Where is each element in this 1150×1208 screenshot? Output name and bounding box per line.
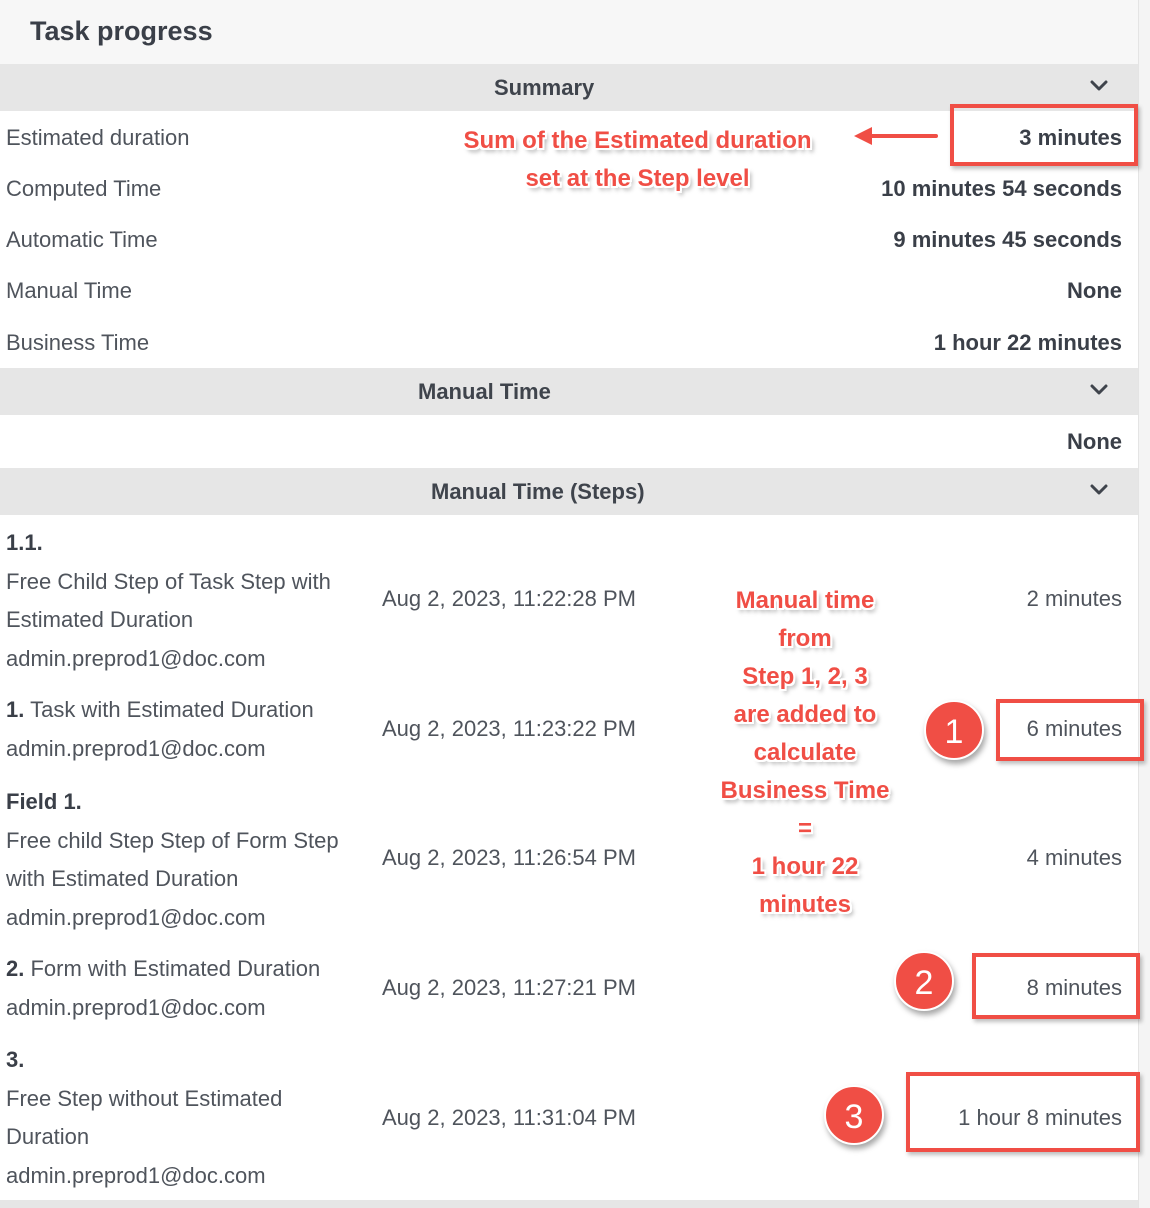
summary-header-label: Summary <box>494 75 595 100</box>
row-value: 10 minutes 54 seconds <box>881 176 1122 201</box>
manual-steps-header-label: Manual Time (Steps) <box>431 479 645 504</box>
annotation-line: calculate <box>753 739 857 766</box>
annotation-line: 1 hour 22 <box>751 853 859 880</box>
annotation-line: = <box>797 815 812 842</box>
step-date: Aug 2, 2023, 11:31:04 PM <box>382 1105 636 1130</box>
annotation-badge-2: 2 <box>894 951 954 1011</box>
chevron-down-icon[interactable] <box>1090 384 1108 396</box>
step-text <box>6 783 381 937</box>
manual-time-header-label: Manual Time <box>418 379 551 404</box>
annotation-line: are added to <box>733 701 877 728</box>
arrow-left-icon <box>852 124 938 148</box>
annotation-line: minutes <box>758 891 851 918</box>
row-value: 3 minutes <box>1019 125 1122 150</box>
row-label: Computed Time <box>6 176 162 201</box>
step-user: admin.preprod1@doc.com <box>6 1162 266 1188</box>
step-number: Field 1. <box>6 789 82 814</box>
step-text <box>6 950 381 1027</box>
step-number: 1. <box>6 697 25 722</box>
step-number: 3. <box>6 1047 25 1072</box>
annotation-line: Step 1, 2, 3 <box>742 663 868 690</box>
step-text <box>6 524 381 678</box>
step-text <box>6 691 381 768</box>
scrollbar[interactable] <box>1138 0 1150 1208</box>
step-text <box>6 1041 381 1195</box>
row-value: None <box>1067 278 1122 303</box>
row-label: Estimated duration <box>6 125 190 150</box>
row-value: 9 minutes 45 seconds <box>893 227 1122 252</box>
annotation-business-time-note <box>700 582 910 924</box>
chevron-down-icon[interactable] <box>1090 80 1108 92</box>
step-date: Aug 2, 2023, 11:23:22 PM <box>382 716 636 741</box>
step-title: Free Step without Estimated Duration <box>6 1085 283 1149</box>
step-duration: 8 minutes <box>1026 975 1122 1000</box>
panel-bottom-bar <box>0 1200 1138 1208</box>
annotation-badge-1: 1 <box>924 700 984 760</box>
step-title: Task with Estimated Duration <box>30 697 314 722</box>
row-value: 1 hour 22 minutes <box>933 330 1122 355</box>
step-duration: 4 minutes <box>1026 845 1122 870</box>
step-duration: 6 minutes <box>1026 716 1122 741</box>
row-label: Automatic Time <box>6 227 158 252</box>
manual-time-value: None <box>1067 429 1122 454</box>
annotation-box-step-1 <box>996 699 1144 761</box>
manual-steps-section-header[interactable] <box>0 468 1138 515</box>
step-user: admin.preprod1@doc.com <box>6 645 266 671</box>
step-title: Free child Step Step of Form Step with Estimated Duration <box>6 827 339 891</box>
panel-title: Task progress <box>30 16 213 46</box>
annotation-box-estimated <box>950 104 1138 166</box>
chevron-down-icon[interactable] <box>1090 484 1108 496</box>
panel-title-bar <box>0 0 1138 64</box>
manual-time-section-header[interactable] <box>0 368 1138 415</box>
annotation-line: Manual time <box>735 587 875 614</box>
step-user: admin.preprod1@doc.com <box>6 735 266 761</box>
step-number: 2. <box>6 956 25 981</box>
annotation-line: from <box>778 625 832 652</box>
step-title: Free Child Step of Task Step with Estimated Duration <box>6 568 331 632</box>
step-duration: 2 minutes <box>1026 586 1122 611</box>
step-date: Aug 2, 2023, 11:26:54 PM <box>382 845 636 870</box>
step-date: Aug 2, 2023, 11:22:28 PM <box>382 586 636 611</box>
annotation-line: Business Time <box>720 777 890 804</box>
annotation-line: Sum of the Estimated duration <box>463 127 812 154</box>
step-duration: 1 hour 8 minutes <box>958 1105 1122 1130</box>
step-number: 1.1. <box>6 530 43 555</box>
annotation-estimated-duration-note <box>440 122 835 198</box>
step-title: Form with Estimated Duration <box>30 956 321 981</box>
step-user: admin.preprod1@doc.com <box>6 994 266 1020</box>
row-label: Business Time <box>6 330 150 355</box>
step-date: Aug 2, 2023, 11:27:21 PM <box>382 975 636 1000</box>
annotation-box-step-2 <box>972 953 1140 1019</box>
annotation-box-step-3 <box>906 1072 1140 1152</box>
annotation-badge-3: 3 <box>824 1085 884 1145</box>
row-label: Manual Time <box>6 278 132 303</box>
step-user: admin.preprod1@doc.com <box>6 904 266 930</box>
annotation-line: set at the Step level <box>525 165 750 192</box>
